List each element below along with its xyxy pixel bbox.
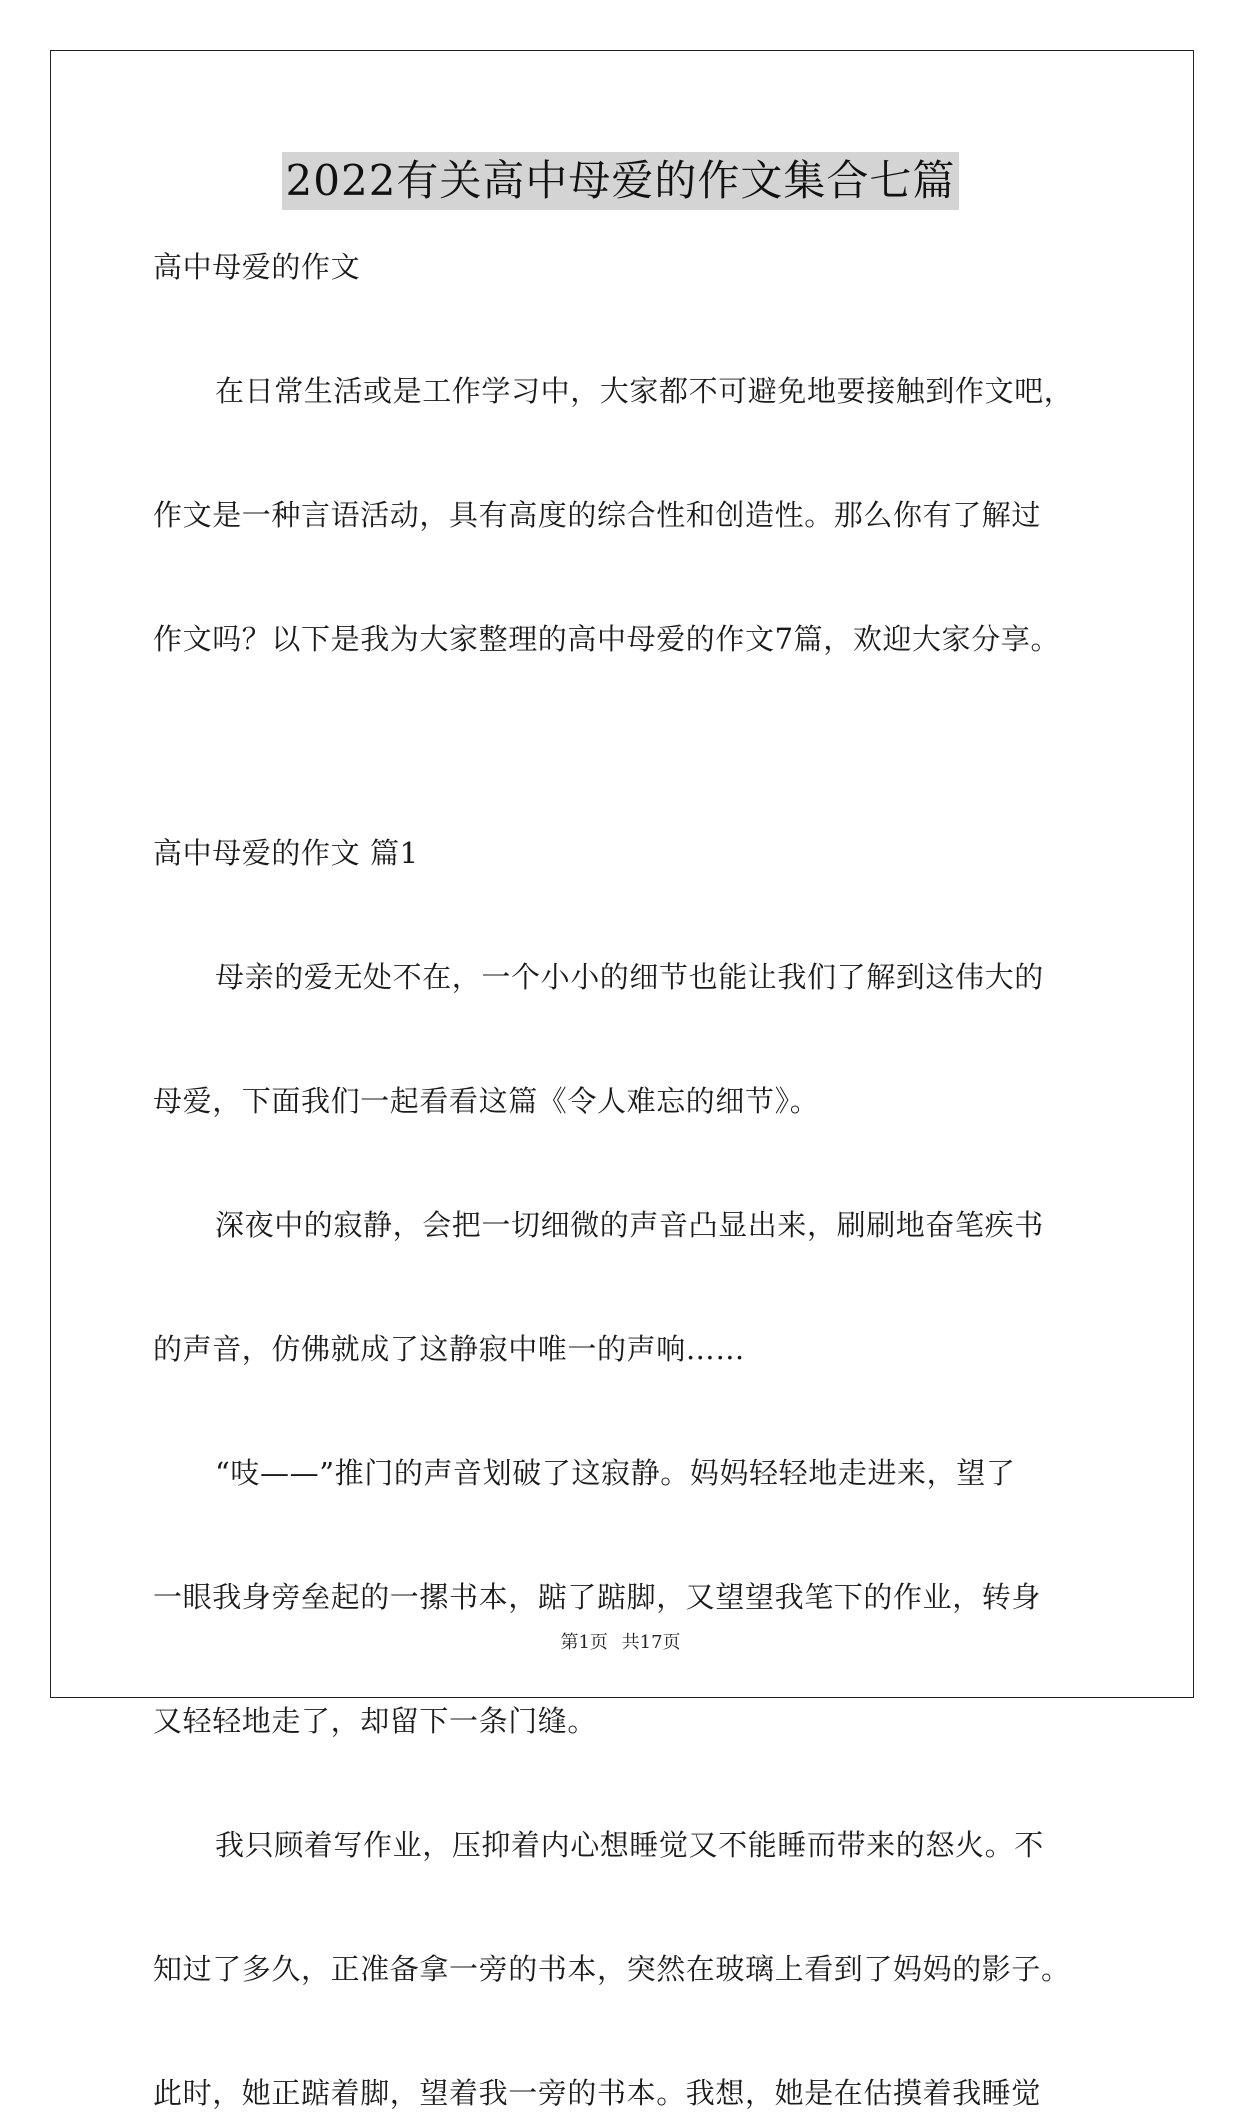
paragraph-line: 在日常生活或是工作学习中，大家都不可避免地要接触到作文吧，	[215, 374, 1074, 408]
page-total: 共17页	[621, 1632, 681, 1653]
paragraph-line: 知过了多久，正准备拿一旁的书本，突然在玻璃上看到了妈妈的影子。	[153, 1952, 1071, 1986]
document-title: 2022有关高中母爱的作文集合七篇	[282, 152, 960, 210]
paragraph-line: 我只顾着写作业，压抑着内心想睡觉又不能睡而带来的怒火。不	[215, 1828, 1044, 1862]
page-footer	[0, 1628, 1241, 1654]
document-body	[153, 236, 1098, 2124]
paragraph-line: “吱——”推门的声音划破了这寂静。妈妈轻轻地走进来，望了	[215, 1456, 1016, 1490]
paragraph-line: 母亲的爱无处不在，一个小小的细节也能让我们了解到这伟大的	[215, 960, 1044, 994]
paragraph-line: 作文是一种言语活动，具有高度的综合性和创造性。那么你有了解过	[153, 498, 1042, 532]
paragraph-line: 的声音，仿佛就成了这静寂中唯一的声响……	[153, 1332, 746, 1366]
paragraph-line: 作文吗？以下是我为大家整理的高中母爱的作文7篇，欢迎大家分享。	[153, 622, 1061, 656]
paragraph-line: 深夜中的寂静，会把一切细微的声音凸显出来，刷刷地奋笔疾书	[215, 1208, 1044, 1242]
paragraph-line: 又轻轻地走了，却留下一条门缝。	[153, 1704, 598, 1738]
section-heading: 高中母爱的作文 篇1	[153, 836, 419, 870]
title-container	[0, 152, 1241, 210]
page-number: 第1页	[560, 1632, 608, 1653]
section-heading: 高中母爱的作文	[153, 250, 361, 284]
paragraph-line: 此时，她正踮着脚，望着我一旁的书本。我想，她是在估摸着我睡觉	[153, 2076, 1042, 2110]
paragraph-line: 一眼我身旁垒起的一摞书本，踮了踮脚，又望望我笔下的作业，转身	[153, 1580, 1042, 1614]
paragraph-line: 母爱，下面我们一起看看这篇《令人难忘的细节》。	[153, 1084, 820, 1118]
